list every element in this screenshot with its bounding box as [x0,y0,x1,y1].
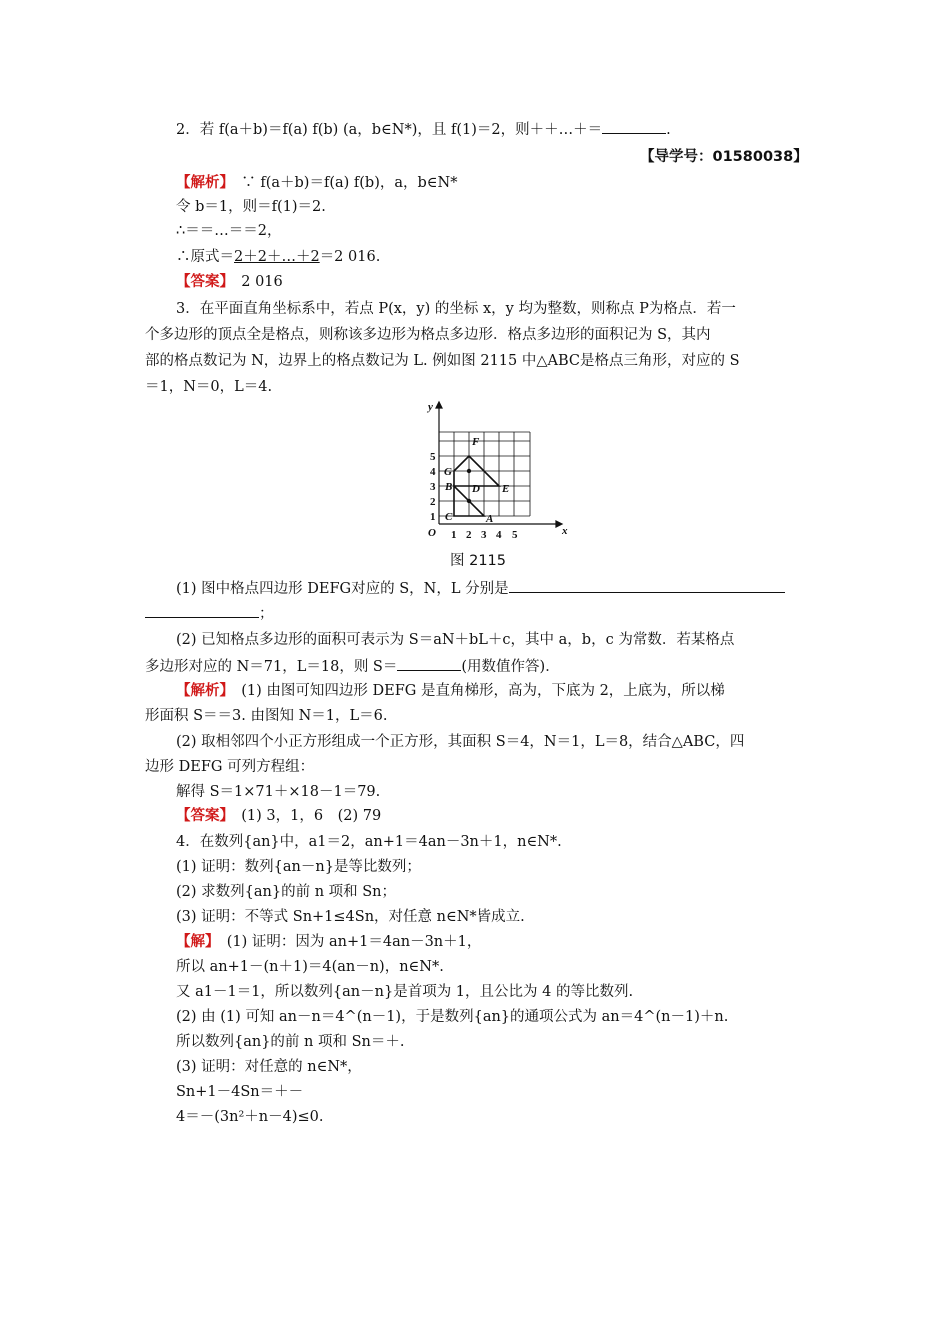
q4-solution-line5: 所以数列{an}的前 n 项和 Sn＝＋. [176,1034,405,1050]
y-axis-arrow [436,402,442,408]
q4-solution-text1: (1) 证明：因为 an+1＝4an－3n＋1， [226,934,482,950]
q3-part1 [176,578,785,599]
q3-answer: (1) 3，1，6 (2) 79 [241,808,382,824]
q3-part2-text: 多边形对应的 N＝71，L＝18，则 S＝ [145,659,398,675]
q4-part2: (2) 求数列{an}的前 n 项和 Sn； [176,884,397,900]
x-tick: 5 [512,529,518,541]
point-label-c: C [445,511,453,523]
x-tick: 3 [481,529,487,541]
q3-analysis-text1: (1) 由图可知四边形 DEFG 是直角梯形，高为，下底为 2，上底为，所以梯 [241,683,725,699]
q3-part2-blank [397,656,461,671]
q3-analysis-line3: (2) 取相邻四个小正方形组成一个正方形，其面积 S＝4，N＝1，L＝8，结合△ABC，四 [176,734,745,750]
q3-stem-line2: 个多边形的顶点全是格点，则称该多边形为格点多边形．格点多边形的面积记为 S，其内 [145,327,711,343]
q3-stem-line4: ＝1，N＝0，L＝4. [145,379,273,395]
q4-solution-line3: 又 a1－1＝1，所以数列{an－n}是首项为 1，且公比为 4 的等比数列. [176,984,634,1000]
y-tick: 3 [430,481,436,493]
q3-part1-end: ； [259,606,274,622]
q2-text: 2．若 f(a＋b)＝f(a) f(b) (a，b∈N*)，且 f(1)＝2，则＋＋…＋＝ [176,122,603,138]
x-tick: 1 [451,529,457,541]
q4-part1: (1) 证明：数列{an－n}是等比数列； [176,859,421,875]
q2-analysis-line1 [176,173,457,193]
q4-solution-line7: Sn+1－4Sn＝＋－ [176,1084,304,1100]
q3-analysis-line5: 解得 S＝1×71＋×18－1＝79. [176,784,381,800]
analysis-tag: 【解析】 [176,683,227,699]
y-tick: 5 [430,451,436,463]
point-label-d: D [472,483,480,495]
x-tick: 4 [496,529,502,541]
q2-result-prefix: ∴原式＝ [176,249,234,265]
point-label-g: G [444,466,452,478]
origin-label: O [428,527,436,539]
q2-result-value: ＝2 016. [319,249,381,265]
y-tick: 2 [430,496,436,508]
q4-solution-line8: 4＝－(3n²＋n－4)≤0. [176,1109,324,1125]
q3-part2-line1: (2) 已知格点多边形的面积可表示为 S＝aN＋bL＋c，其中 a，b，c 为常数．若某格点 [176,632,735,648]
q2-analysis-line2: 令 b＝1，则＝f(1)＝2. [176,199,326,215]
q4-solution-line4: (2) 由 (1) 可知 an－n＝4^(n－1)，于是数列{an}的通项公式为 an＝4^(n－1)＋n. [176,1009,729,1025]
q2-blank [602,119,666,134]
point-label-b: B [445,481,453,493]
axis-x-label: x [562,525,568,537]
q3-part2-note: (用数值作答)． [461,659,560,675]
q3-part1-text: (1) 图中格点四边形 DEFG对应的 S，N，L 分别是 [176,581,509,597]
q3-stem-line3: 部的格点数记为 N，边界上的格点数记为 L. 例如图 2115 中△ABC是格点三角形，对应的 S [145,353,740,369]
x-tick: 2 [466,529,472,541]
y-tick: 4 [430,466,436,478]
q3-part1-blank2 [145,603,259,618]
q4-solution-line1 [176,932,481,952]
axis-y-label: y [428,401,433,413]
q2-stem [176,119,671,140]
q4-solution-line6: (3) 证明：对任意的 n∈N*， [176,1059,362,1075]
answer-tag: 【答案】 [176,274,227,290]
q3-part1-blank [509,578,785,593]
q4-stem: 4．在数列{an}中，a1＝2，an+1＝4an－3n＋1，n∈N*. [176,834,562,850]
solution-tag: 【解】 [176,934,213,950]
q2-answer: 2 016 [241,274,283,290]
q3-part1-cont [145,603,274,624]
q2-answer-line [176,272,283,292]
figure-caption: 图 2115 [450,553,507,569]
q3-answer-line [176,806,381,826]
q2-analysis-text1: ∵ f(a＋b)＝f(a) f(b)，a，b∈N* [241,175,458,191]
q3-analysis-line1 [176,681,725,701]
point-label-e: E [502,483,510,495]
q4-part3: (3) 证明：不等式 Sn+1≤4Sn，对任意 n∈N*皆成立. [176,909,525,925]
q2-result-sum: 2＋2＋…＋2 [234,249,320,265]
q2-analysis-line3: ∴＝＝…＝＝2， [176,223,282,239]
q4-solution-line2: 所以 an+1－(n＋1)＝4(an－n)，n∈N*. [176,959,444,975]
point-label-f: F [472,436,480,448]
q3-stem-line1: 3．在平面直角坐标系中，若点 P(x，y) 的坐标 x，y 均为整数，则称点 P为格点．若一 [176,301,736,317]
y-tick: 1 [430,511,436,523]
q2-analysis-line4 [176,247,380,267]
lattice-figure [416,398,566,546]
point-label-a: A [486,513,494,525]
q3-analysis-line4: 边形 DEFG 可列方程组： [145,759,315,775]
q3-part2-line2 [145,656,560,677]
guide-number: 【导学号：01580038】 [640,149,808,165]
answer-tag: 【答案】 [176,808,227,824]
q2-period: . [666,122,671,138]
grid-lines [439,432,530,516]
q3-analysis-line2: 形面积 S＝＝3. 由图知 N＝1，L＝6. [145,708,388,724]
analysis-tag: 【解析】 [176,175,227,191]
